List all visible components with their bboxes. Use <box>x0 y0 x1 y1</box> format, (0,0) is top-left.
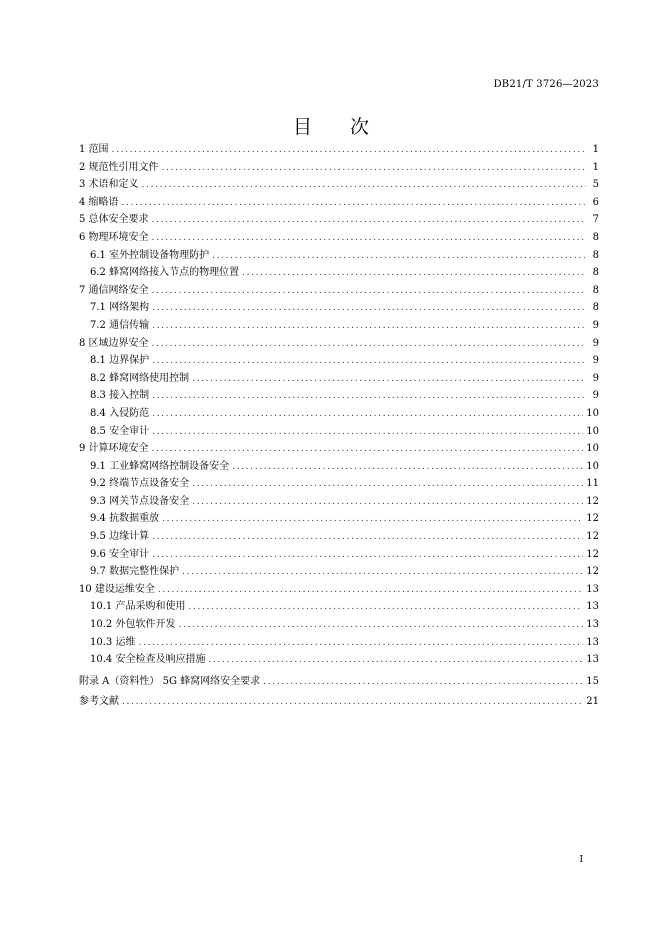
toc-leader-dots <box>208 652 583 670</box>
toc-entry-page: 5 <box>592 179 599 191</box>
toc-leader-dots <box>152 283 586 301</box>
toc-entry[interactable] <box>79 335 599 353</box>
toc-entry[interactable] <box>79 693 599 711</box>
toc-leader-dots <box>178 617 583 635</box>
toc-entry[interactable] <box>79 370 599 388</box>
toc-entry-label: 9.3 网关节点设备安全 <box>90 495 190 507</box>
toc-entry-page: 13 <box>586 583 599 595</box>
toc-leader-dots <box>152 424 583 442</box>
toc-leader-dots <box>188 599 583 617</box>
toc-leader-dots <box>152 318 586 336</box>
toc-leader-dots <box>152 388 586 406</box>
toc-leader-dots <box>112 142 586 160</box>
toc-entry[interactable] <box>79 299 599 317</box>
toc-entry-label: 4 缩略语 <box>79 196 119 208</box>
toc-entry[interactable] <box>79 176 599 194</box>
toc-entry-page: 9 <box>592 319 599 331</box>
toc-entry-page: 8 <box>592 284 599 296</box>
toc-entry-page: 13 <box>586 654 599 666</box>
toc-entry-page: 8 <box>592 267 599 279</box>
toc-leader-dots <box>242 265 586 283</box>
toc-entry-page: 12 <box>586 495 599 507</box>
toc-entry-label: 8.4 入侵防范 <box>90 407 150 419</box>
toc-entry-page: 10 <box>586 425 599 437</box>
toc-entry-page: 12 <box>586 513 599 525</box>
toc-entry-page: 13 <box>586 619 599 631</box>
toc-leader-dots <box>152 353 586 371</box>
toc-entry-page: 9 <box>592 355 599 367</box>
toc-leader-dots <box>138 635 583 653</box>
toc-entry-page: 12 <box>586 548 599 560</box>
toc-leader-dots <box>142 177 586 195</box>
toc-entry-page: 15 <box>586 675 599 687</box>
toc-entry-page: 13 <box>586 636 599 648</box>
toc-entry-label: 9.2 终端节点设备安全 <box>90 478 190 490</box>
toc-entry-label: 10.2 外包软件开发 <box>90 619 176 631</box>
toc-leader-dots <box>192 494 583 512</box>
toc-entry-label: 9 计算环境安全 <box>79 443 149 455</box>
toc-entry-label: 附录 A（资料性） 5G 蜂窝网络安全要求 <box>79 675 261 687</box>
toc-entry-label: 7.2 通信传输 <box>90 319 150 331</box>
toc-entry-label: 5 总体安全要求 <box>79 214 149 226</box>
toc-entry-page: 12 <box>586 531 599 543</box>
toc-entry-page: 1 <box>592 161 599 173</box>
toc-entry-label: 6.1 室外控制设备物理防护 <box>90 249 210 261</box>
toc-entry[interactable] <box>79 440 599 458</box>
toc-entry[interactable] <box>79 211 599 229</box>
toc-entry-page: 13 <box>586 601 599 613</box>
toc-entry-page: 9 <box>592 390 599 402</box>
toc-entry-page: 1 <box>592 144 599 155</box>
toc-entry-label: 9.6 安全审计 <box>90 548 150 560</box>
toc-entry-page: 21 <box>586 696 599 708</box>
toc-entry-label: 10.1 产品采购和使用 <box>90 601 186 613</box>
toc-entry[interactable] <box>79 616 599 634</box>
toc-entry[interactable] <box>79 229 599 247</box>
toc-entry-label: 10 建设运维安全 <box>79 583 155 595</box>
toc-entry[interactable] <box>79 352 599 370</box>
toc-entry[interactable] <box>79 651 599 669</box>
toc-entry-page: 7 <box>592 214 599 226</box>
toc-entry-page: 9 <box>592 372 599 384</box>
toc-leader-dots <box>182 564 583 582</box>
toc-entry[interactable] <box>79 546 599 564</box>
toc-entry[interactable] <box>79 510 599 528</box>
toc-entry-page: 9 <box>592 337 599 349</box>
toc-leader-dots <box>192 476 583 494</box>
toc-entry-label: 6 物理环境安全 <box>79 231 149 243</box>
toc-leader-dots <box>152 406 583 424</box>
toc-leader-dots <box>162 511 583 529</box>
toc-entry-label: 10.4 安全检查及响应措施 <box>90 654 206 666</box>
toc-entry-label: 6.2 蜂窝网络接入节点的物理位置 <box>90 267 240 279</box>
toc-leader-dots <box>122 195 586 213</box>
toc-entry-label: 9.7 数据完整性保护 <box>90 566 180 578</box>
toc-entry[interactable] <box>79 264 599 282</box>
page-number: I <box>579 855 583 865</box>
toc-entry[interactable] <box>79 673 599 691</box>
toc-entry-label: 8.3 接入控制 <box>90 390 150 402</box>
toc-entry[interactable] <box>79 475 599 493</box>
toc-entry[interactable] <box>79 194 599 212</box>
toc-leader-dots <box>152 529 583 547</box>
toc-entry-page: 10 <box>586 460 599 472</box>
page-title: 目 次 <box>292 116 386 138</box>
toc-entry[interactable] <box>79 317 599 335</box>
toc-leader-dots <box>152 336 586 354</box>
toc-entry[interactable] <box>79 282 599 300</box>
toc-entry-label: 7 通信网络安全 <box>79 284 149 296</box>
toc-entry-label: 8.1 边界保护 <box>90 355 150 367</box>
toc-entry-label: 9.4 抗数据重放 <box>90 513 160 525</box>
standard-code: DB21/T 3726—2023 <box>493 79 599 90</box>
toc-entry-label: 3 术语和定义 <box>79 179 139 191</box>
toc-leader-dots <box>232 459 583 477</box>
toc-entry-label: 1 范围 <box>79 144 109 155</box>
toc-entry-label: 10.3 运维 <box>90 636 136 648</box>
toc-entry-page: 11 <box>586 478 599 490</box>
toc-entry[interactable] <box>79 493 599 511</box>
toc-entry-label: 8.5 安全审计 <box>90 425 150 437</box>
toc-entry-label: 9.1 工业蜂窝网络控制设备安全 <box>90 460 230 472</box>
toc-leader-dots <box>212 248 586 266</box>
toc-entry[interactable] <box>79 159 599 177</box>
toc-leader-dots <box>152 441 584 459</box>
toc-entry-page: 12 <box>586 566 599 578</box>
toc-entry-label: 9.5 边缘计算 <box>90 531 150 543</box>
toc-entry-page: 10 <box>586 443 599 455</box>
toc-leader-dots <box>152 547 583 565</box>
toc-leader-dots <box>158 582 583 600</box>
toc-entry-page: 8 <box>592 302 599 314</box>
toc-leader-dots <box>122 694 583 712</box>
table-of-contents <box>79 141 599 711</box>
toc-entry[interactable] <box>79 581 599 599</box>
toc-leader-dots <box>152 300 586 318</box>
toc-entry[interactable] <box>79 528 599 546</box>
toc-entry-label: 参考文献 <box>79 696 119 708</box>
toc-entry-label: 2 规范性引用文件 <box>79 161 159 173</box>
toc-entry-page: 6 <box>592 196 599 208</box>
toc-leader-dots <box>152 212 586 230</box>
toc-entry[interactable] <box>79 141 599 159</box>
toc-entry[interactable] <box>79 405 599 423</box>
toc-entry[interactable] <box>79 563 599 581</box>
toc-entry-label: 8 区域边界安全 <box>79 337 149 349</box>
toc-leader-dots <box>162 160 586 178</box>
toc-entry[interactable] <box>79 458 599 476</box>
toc-entry-page: 8 <box>592 249 599 261</box>
toc-entry[interactable] <box>79 634 599 652</box>
toc-leader-dots <box>263 674 583 692</box>
toc-entry-label: 8.2 蜂窝网络使用控制 <box>90 372 190 384</box>
toc-entry[interactable] <box>79 598 599 616</box>
toc-entry-page: 8 <box>592 231 599 243</box>
toc-leader-dots <box>152 230 586 248</box>
toc-entry-label: 7.1 网络架构 <box>90 302 150 314</box>
toc-leader-dots <box>192 371 586 389</box>
toc-entry[interactable] <box>79 387 599 405</box>
toc-entry-page: 10 <box>586 407 599 419</box>
toc-entry[interactable] <box>79 247 599 265</box>
toc-entry[interactable] <box>79 423 599 441</box>
